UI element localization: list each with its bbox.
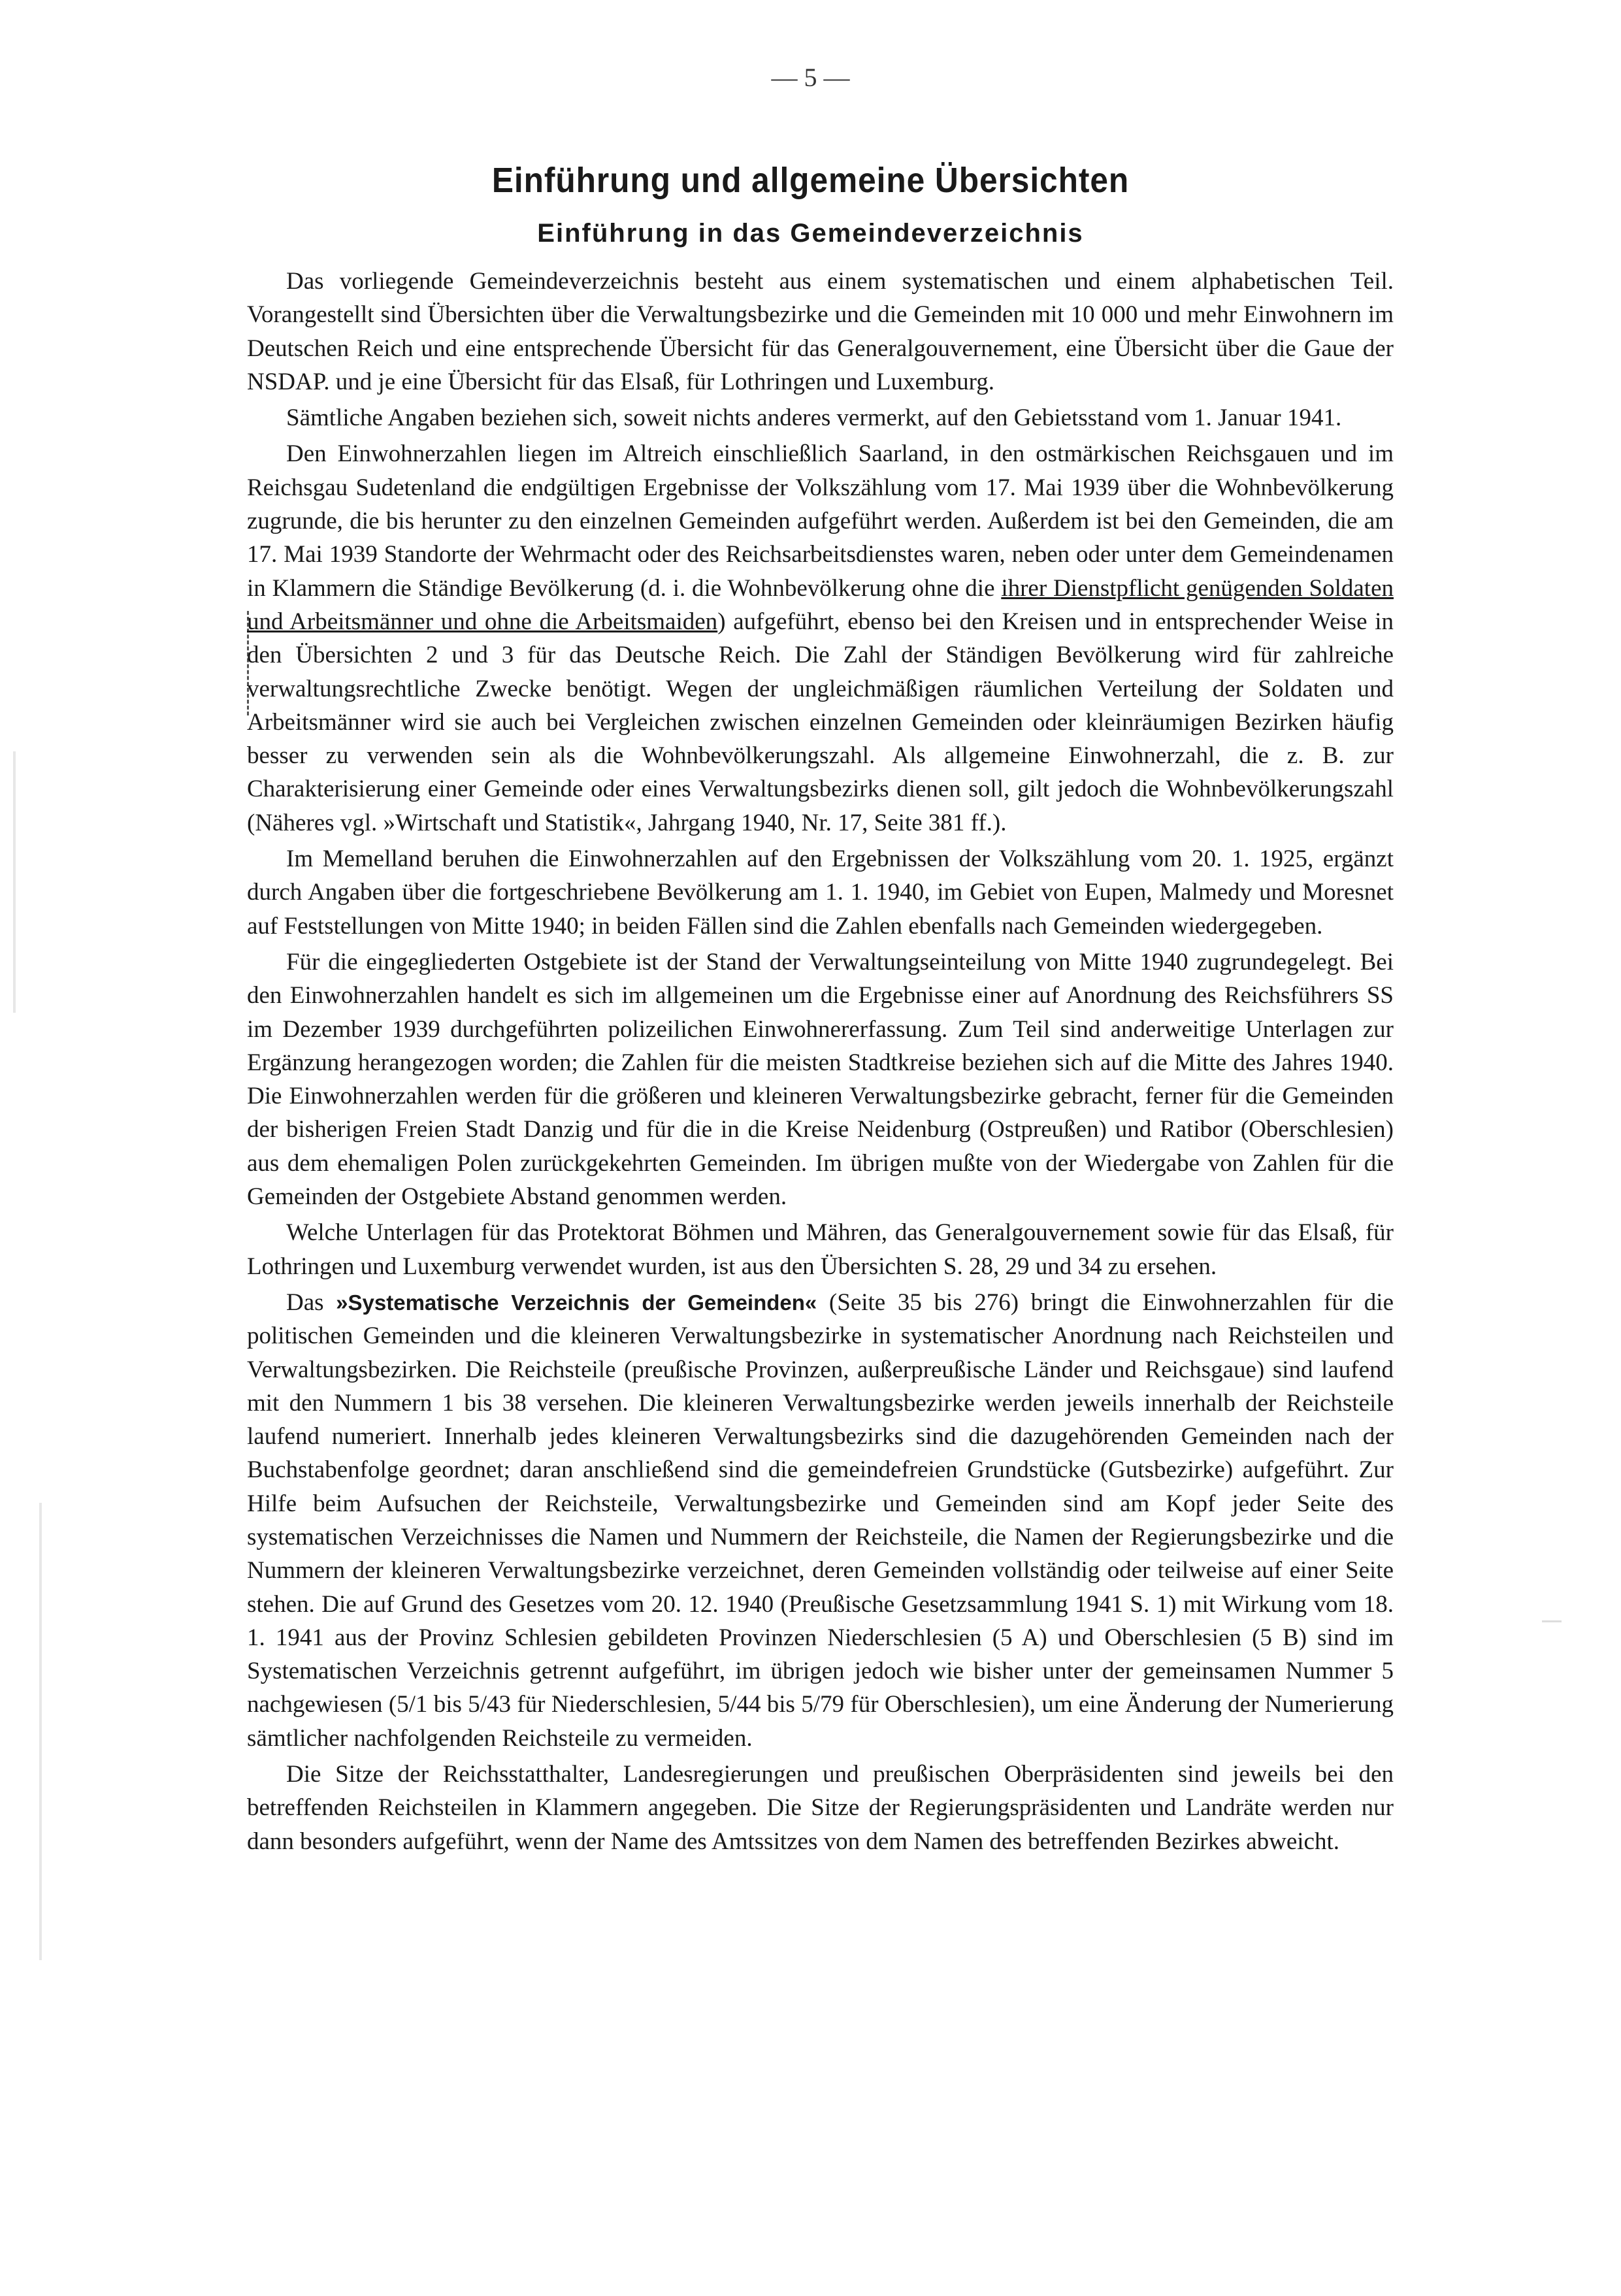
text: Den Einwohnerzahlen liegen im Altreich einschließlich Saarland, in den ostmärkischen Reichsgauen und im Reichsgau Sudetenland die endgültigen Ergebnisse der Volkszählung vom 17. Mai 1939 über die Wohnbevölkerung zugrunde, die bis herunter zu den einzelnen Gemeinden aufgeführt werden. Außerdem ist bei den Gemeinden, die am 17. Mai 1939 Standorte der Wehrmacht oder des Reichsarbeitsdienstes waren, neben oder unter dem Gemeindenamen in Klammern die Ständige Bevölkerung (d. i. die Wohnbevölkerung ohne die (247, 440, 1394, 602)
scan-artifact (39, 1503, 42, 1960)
paragraph-sitze: Die Sitze der Reichsstatthalter, Landesregierungen und preußischen Oberpräsidenten sind jeweils bei den betreffenden Reichsteilen in Klammern angegeben. Die Sitze der Regierungspräsidenten und Landräte werden nur dann besonders aufgeführt, wenn der Name des Amtssitzes von dem Namen des betreffenden Bezirkes abweicht. (247, 1761, 1394, 1855)
paragraph-systematisches-verzeichnis (247, 1286, 1394, 1755)
underlined-text: ihrer Dienstpflicht genügenden Soldaten und Arbeitsmänner und ohne die Arbeitsmaiden (247, 574, 1394, 635)
section-subtitle: Einführung in das Gemeindeverzeichnis (537, 219, 1084, 248)
paragraph-protektorat: Welche Unterlagen für das Protektorat Böhmen und Mähren, das Generalgouvernement sowie für das Elsaß, für Lothringen und Luxemburg verwendet wurden, ist aus den Übersichten S. 28, 29 und 34 zu ersehen. (247, 1219, 1394, 1280)
page-title: Einführung und allgemeine Übersichten (491, 161, 1130, 200)
scan-artifact (13, 751, 16, 1013)
text: Das (286, 1288, 336, 1316)
text: (Seite 35 bis 276) bringt die Einwohnerzahlen für die politischen Gemeinden und die kleineren Verwaltungsbezirke in systematischer Anordnung nach Reichsteilen und Verwaltungsbezirken. Die Reichsteile (preußische Provinzen, außerpreußische Länder und Reichsgaue) sind laufend mit den Nummern 1 bis 38 versehen. Die kleineren Verwaltungsbezirke werden jeweils innerhalb der Reichsteile laufend numeriert. Innerhalb jedes kleineren Verwaltungsbezirks sind die dazugehörenden Gemeinden nach der Buchstabenfolge geordnet; daran anschließend sind die gemeindefreien Grundstücke (Gutsbezirke) aufgeführt. Zur Hilfe beim Aufsuchen der Reichsteile, Verwaltungsbezirke und Gemeinden sind am Kopf jeder Seite des systematischen Verzeichnisses die Namen und Nummern der Reichsteile, die Namen der Regierungsbezirke und die Nummern der kleineren Verwaltungsbezirke verzeichnet, deren Gemeinden vollständig oder teilweise auf einer Seite stehen. Die auf Grund des Gesetzes vom 20. 12. 1940 (Preußische Gesetzsammlung 1941 S. 1) mit Wirkung vom 18. 1. 1941 aus der Provinz Schlesien gebildeten Provinzen Niederschlesien (5 A) und Oberschlesien (5 B) sind im Systematischen Verzeichnis getrennt aufgeführt, im übrigen jedoch wie bisher unter der gemeinsamen Nummer 5 nachgewiesen (5/1 bis 5/43 für Niederschlesien, 5/44 bis 5/79 für Oberschlesien), um eine Änderung der Numerierung sämtlicher nachfolgenden Reichsteile zu vermeiden. (247, 1288, 1394, 1752)
paragraph-ostgebiete: Für die eingegliederten Ostgebiete ist der Stand der Verwaltungseinteilung von Mitte 1940 zugrundegelegt. Bei den Einwohnerzahlen handelt es sich im allgemeinen um die Ergebnisse einer auf Anordnung des Reichsführers SS im Dezember 1939 durchgeführten polizeilichen Einwohnererfassung. Zum Teil sind anderweitige Unterlagen zur Ergänzung herangezogen worden; die Zahlen für die meisten Stadtkreise beziehen sich auf die Mitte des Jahres 1940. Die Einwohnerzahlen werden für die größeren und kleineren Verwaltungsbezirke gebracht, ferner für die Gemeinden der bisherigen Freien Stadt Danzig und für die in die Kreise Neidenburg (Ostpreußen) und Ratibor (Oberschlesien) aus dem ehemaligen Polen zurückgekehrten Gemeinden. Im übrigen mußte von der Wiedergabe von Zahlen für die Gemeinden der Ostgebiete Abstand genommen werden. (247, 948, 1394, 1211)
paragraph-gebietsstand: Sämtliche Angaben beziehen sich, soweit nichts anderes vermerkt, auf den Gebietsstand vom 1. Januar 1941. (286, 404, 1342, 432)
bold-term: »Systematische Verzeichnis der Gemeinden« (336, 1290, 817, 1315)
document-body (247, 265, 1394, 1861)
paragraph-intro: Das vorliegende Gemeindeverzeichnis besteht aus einem systematischen und einem alphabetischen Teil. Vorangestellt sind Übersichten über die Verwaltungsbezirke und die Gemeinden mit 10 000 und mehr Einwohnern im Deutschen Reich und eine entsprechende Übersicht für das Generalgouvernement, eine Übersicht über die Gaue der NSDAP. und je eine Übersicht für das Elsaß, für Lothringen und Luxemburg. (247, 268, 1394, 395)
page-number: — 5 — (771, 63, 850, 92)
paragraph-memelland: Im Memelland beruhen die Einwohnerzahlen auf den Ergebnissen der Volkszählung vom 20. 1. 1925, ergänzt durch Angaben über die fortgeschriebene Bevölkerung am 1. 1. 1940, im Gebiet von Eupen, Malmedy und Moresnet auf Feststellungen von Mitte 1940; in beiden Fällen sind die Zahlen ebenfalls nach Gemeinden wiedergegeben. (247, 845, 1394, 940)
scan-artifact (1542, 1620, 1562, 1622)
text: ) aufgeführt, ebenso bei den Kreisen und in entsprechender Weise in den Übersichten 2 und 3 für das Deutsche Reich. Die Zahl der Ständigen Bevölkerung wird für zahlreiche verwaltungsrechtliche Zwecke benötigt. Wegen der ungleichmäßigen räumlichen Verteilung der Soldaten und Arbeitsmänner wird sie auch bei Vergleichen zwischen einzelnen Gemeinden oder kleinräumigen Bezirken häufig besser zu verwenden sein als die Wohnbevölkerungszahl. Als allgemeine Einwohnerzahl, die z. B. zur Charakterisierung einer Gemeinde oder eines Verwaltungsbezirks dienen soll, gilt jedoch die Wohnbevölkerungszahl (Näheres vgl. »Wirtschaft und Statistik«, Jahrgang 1940, Nr. 17, Seite 381 ff.). (247, 608, 1394, 836)
paragraph-einwohnerzahlen (247, 437, 1394, 840)
